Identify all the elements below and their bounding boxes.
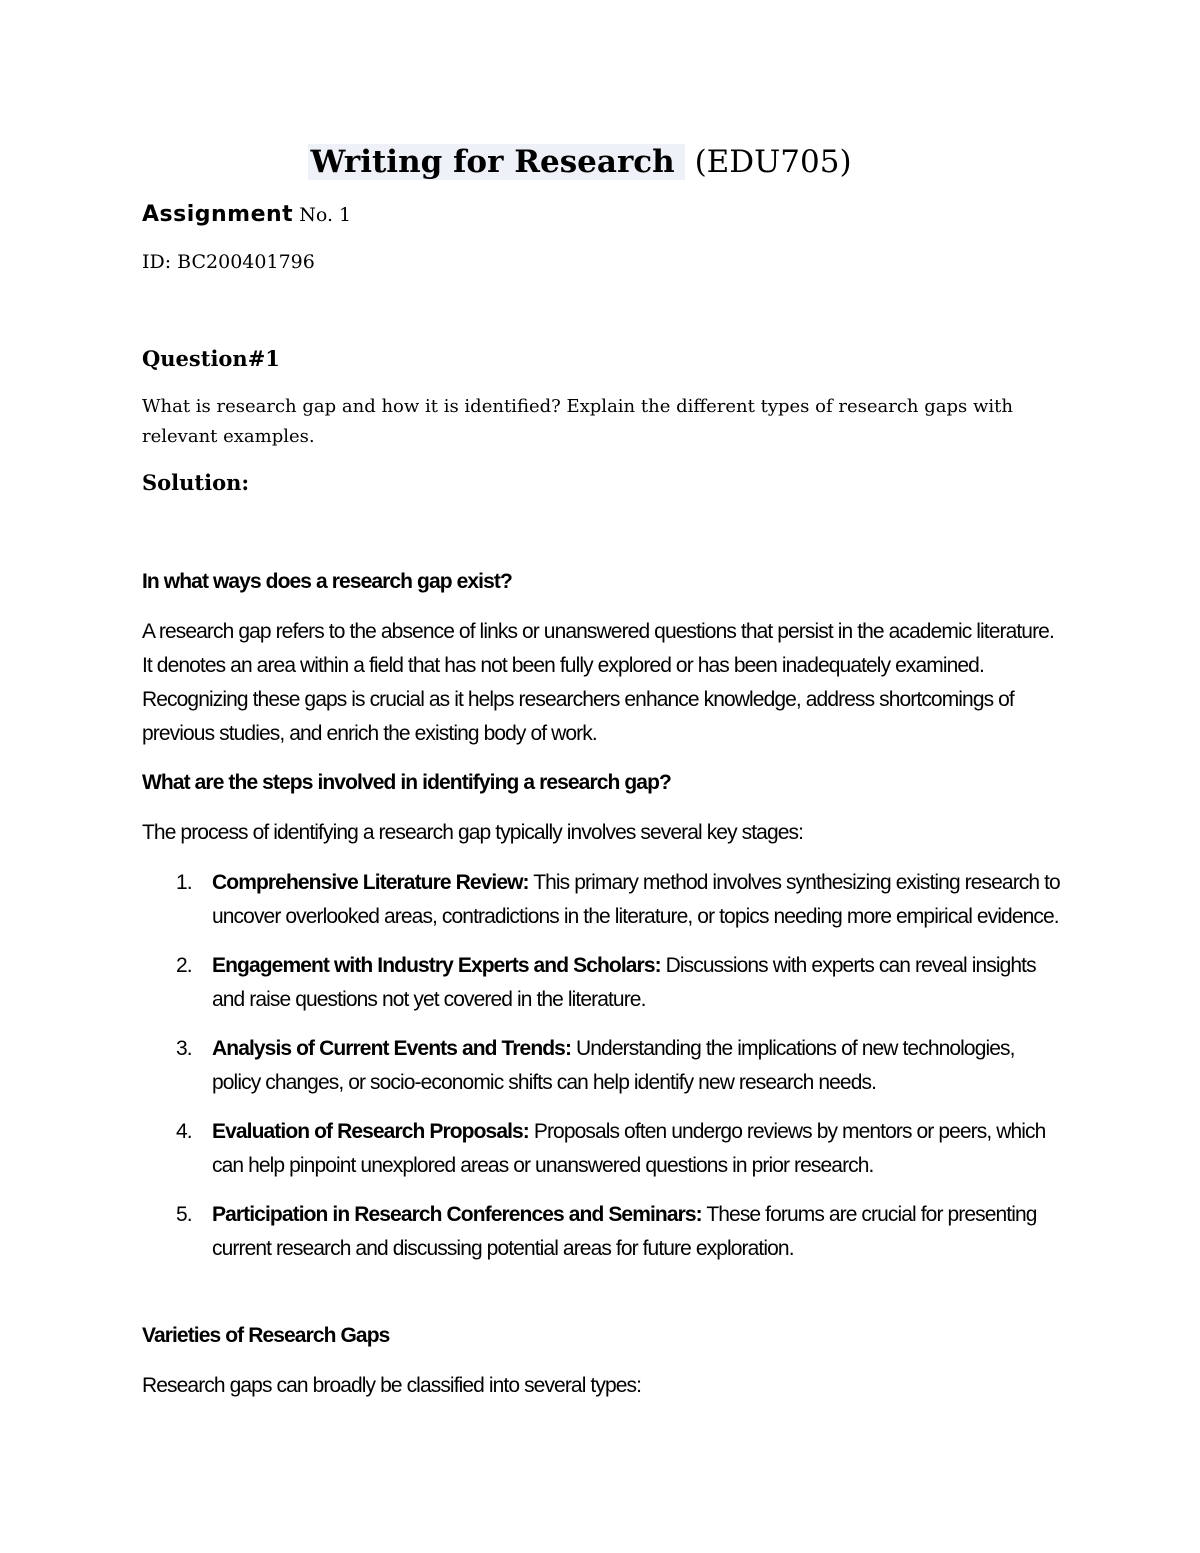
step-text: Proposals often undergo reviews by mentors or peers, which can help pinpoint unexplored areas or unanswered questions in prior research. bbox=[212, 1120, 1046, 1177]
step-term: Comprehensive Literature Review: bbox=[212, 871, 529, 894]
document-title bbox=[0, 140, 1160, 184]
course-code: (EDU705) bbox=[694, 144, 852, 180]
step-term: Evaluation of Research Proposals: bbox=[212, 1120, 529, 1143]
list-item bbox=[142, 1032, 1067, 1100]
solution-heading: Solution: bbox=[142, 470, 250, 495]
heading-gap-exist: In what ways does a research gap exist? bbox=[142, 570, 512, 593]
classified-intro: Research gaps can broadly be classified into several types: bbox=[142, 1374, 642, 1397]
question-text: What is research gap and how it is identified? Explain the different types of research gaps with relevant examples. bbox=[142, 396, 1013, 447]
step-term: Analysis of Current Events and Trends: bbox=[212, 1037, 572, 1060]
step-term: Engagement with Industry Experts and Scholars: bbox=[212, 954, 661, 977]
assignment-word: Assignment bbox=[142, 202, 294, 227]
step-text: These forums are crucial for presenting current research and discussing potential areas for future exploration. bbox=[212, 1203, 1037, 1260]
step-text: Understanding the implications of new technologies, policy changes, or socio-economic shifts can help identify new research needs. bbox=[212, 1037, 1015, 1094]
assignment-number: No. 1 bbox=[299, 204, 352, 226]
heading-steps: What are the steps involved in identifying a research gap? bbox=[142, 771, 671, 794]
step-text: Discussions with experts can reveal insights and raise questions not yet covered in the literature. bbox=[212, 954, 1036, 1011]
steps-list bbox=[142, 866, 1067, 1281]
definition-paragraph: A research gap refers to the absence of links or unanswered questions that persist in the academic literature. It denotes an area within a field that has not been fully explored or has been inadequately examined. Recognizing these gaps is crucial as it helps researchers enhance knowledge, address shortcomings of previous studies, and enrich the existing body of work. bbox=[142, 620, 1054, 745]
list-number: 4. bbox=[176, 1120, 192, 1143]
student-id: ID: BC200401796 bbox=[142, 251, 315, 273]
list-item bbox=[142, 1198, 1067, 1266]
list-item bbox=[142, 949, 1067, 1017]
list-item bbox=[142, 866, 1067, 934]
list-item bbox=[142, 1115, 1067, 1183]
process-intro: The process of identifying a research gap typically involves several key stages: bbox=[142, 821, 804, 844]
list-number: 5. bbox=[176, 1203, 192, 1226]
question-heading: Question#1 bbox=[142, 346, 280, 371]
step-text: This primary method involves synthesizing existing research to uncover overlooked areas, contradictions in the literature, or topics needing more empirical evidence. bbox=[212, 871, 1060, 928]
assignment-line bbox=[142, 200, 351, 230]
heading-varieties: Varieties of Research Gaps bbox=[142, 1324, 390, 1347]
step-term: Participation in Research Conferences and Seminars: bbox=[212, 1203, 702, 1226]
list-number: 1. bbox=[176, 871, 192, 894]
list-number: 2. bbox=[176, 954, 192, 977]
list-number: 3. bbox=[176, 1037, 192, 1060]
title-main: Writing for Research bbox=[308, 144, 684, 180]
